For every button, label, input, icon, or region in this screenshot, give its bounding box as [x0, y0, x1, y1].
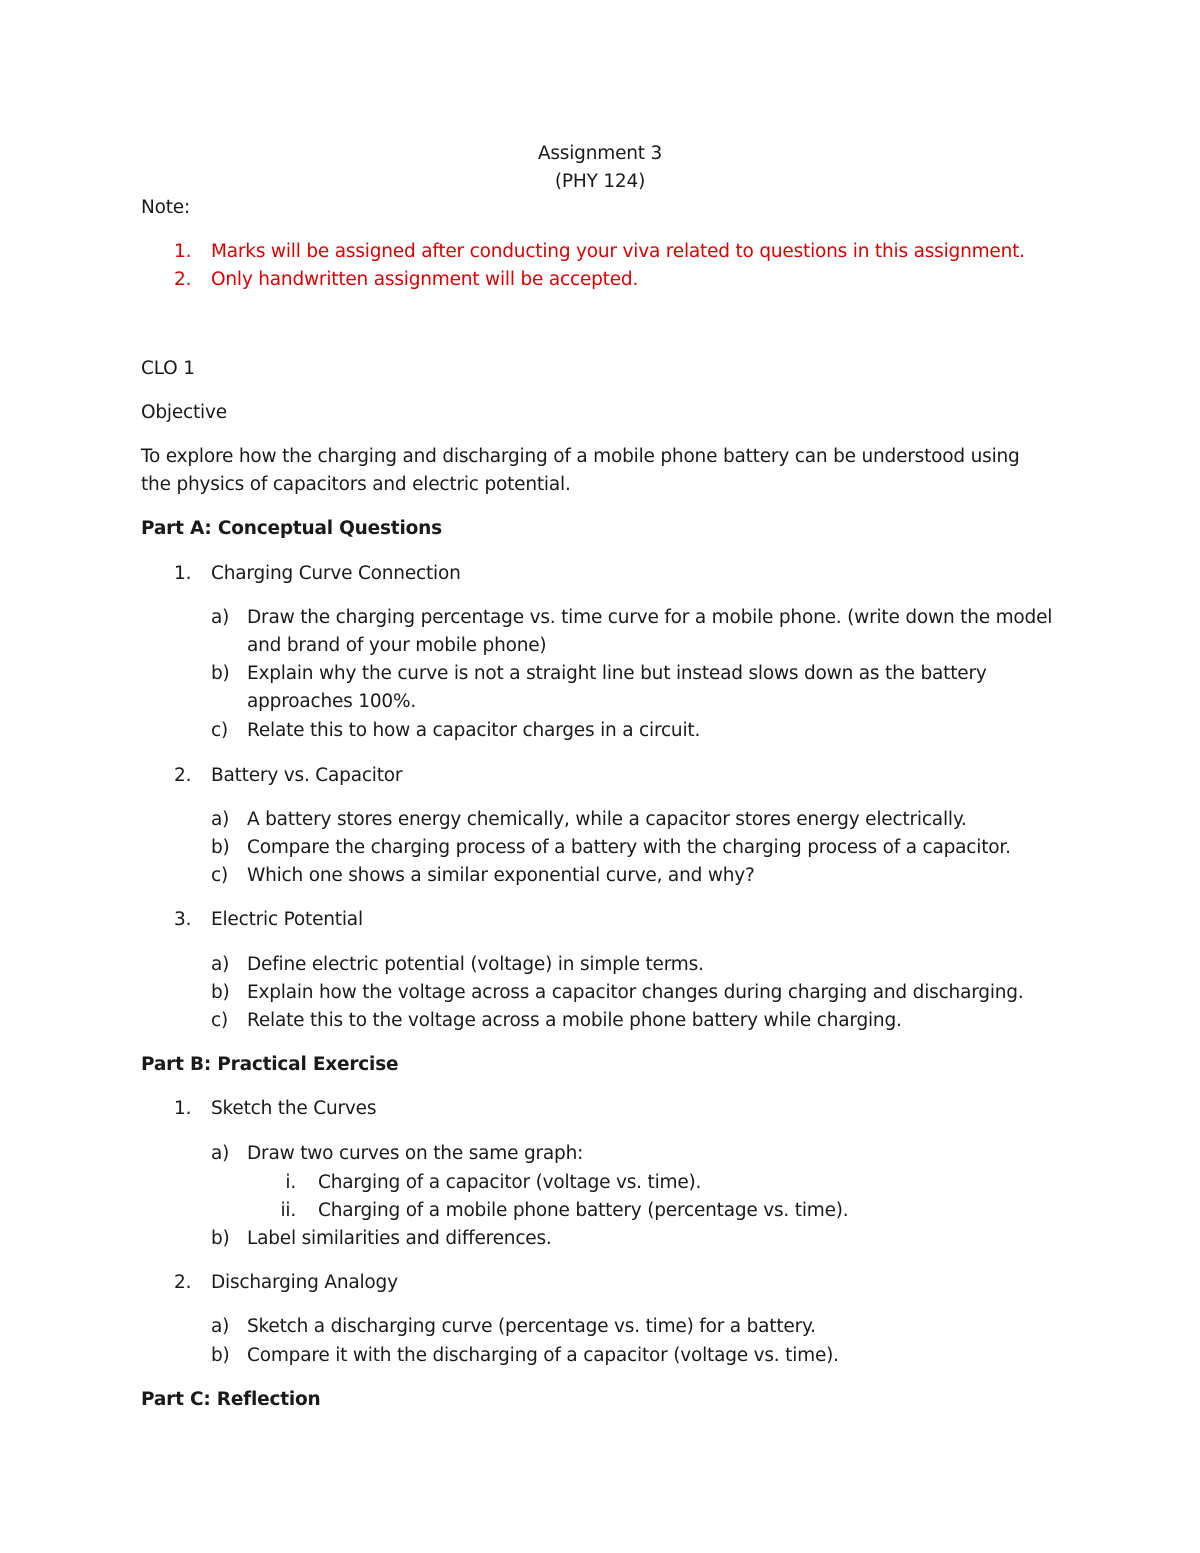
- sub-item-text: Explain why the curve is not a straight line but instead slows down as the battery: [247, 663, 987, 684]
- sub-item-marker: b): [211, 1228, 230, 1249]
- question-number: 1.: [174, 1098, 192, 1119]
- sub-item-marker: c): [211, 720, 228, 741]
- sub-item-text: Draw the charging percentage vs. time curve for a mobile phone. (write down the model: [247, 607, 1053, 628]
- sub-item-text: Explain how the voltage across a capacitor changes during charging and discharging.: [247, 982, 1024, 1003]
- sub-item-text: approaches 100%.: [247, 691, 417, 712]
- sub-item-marker: b): [211, 1345, 230, 1366]
- question-title: Electric Potential: [211, 909, 363, 930]
- sub-item-marker: b): [211, 837, 230, 858]
- sub-item-marker: a): [211, 809, 230, 830]
- sub-item-text: A battery stores energy chemically, while a capacitor stores energy electrically.: [247, 809, 967, 830]
- roman-item-marker: ii.: [280, 1200, 296, 1221]
- sub-item-text: Relate this to how a capacitor charges in a circuit.: [247, 720, 701, 741]
- sub-item-marker: b): [211, 663, 230, 684]
- objective-text-line: the physics of capacitors and electric potential.: [141, 474, 571, 495]
- sub-item-marker: c): [211, 865, 228, 886]
- sub-item-text: Relate this to the voltage across a mobile phone battery while charging.: [247, 1010, 902, 1031]
- course-code: (PHY 124): [554, 171, 646, 192]
- assignment-title: Assignment 3: [537, 143, 663, 164]
- roman-item-text: Charging of a mobile phone battery (percentage vs. time).: [318, 1200, 849, 1221]
- sub-item-text: Define electric potential (voltage) in simple terms.: [247, 954, 704, 975]
- question-title: Battery vs. Capacitor: [211, 765, 403, 786]
- note-item-number: 1.: [174, 241, 192, 262]
- objective-text-line: To explore how the charging and discharging of a mobile phone battery can be understood using: [141, 446, 1020, 467]
- clo-label: CLO 1: [141, 358, 195, 379]
- sub-item-marker: a): [211, 954, 230, 975]
- question-title: Sketch the Curves: [211, 1098, 377, 1119]
- sub-item-text: and brand of your mobile phone): [247, 635, 547, 656]
- sub-item-text: Which one shows a similar exponential curve, and why?: [247, 865, 755, 886]
- sub-item-marker: b): [211, 982, 230, 1003]
- part-b-heading: Part B: Practical Exercise: [141, 1054, 399, 1075]
- note-item-text: Only handwritten assignment will be accepted.: [211, 269, 639, 290]
- sub-item-marker: a): [211, 607, 230, 628]
- note-item-number: 2.: [174, 269, 192, 290]
- question-title: Discharging Analogy: [211, 1272, 398, 1293]
- roman-item-marker: i.: [285, 1172, 296, 1193]
- part-a-heading: Part A: Conceptual Questions: [141, 518, 442, 539]
- note-label: Note:: [141, 197, 191, 218]
- objective-heading: Objective: [141, 402, 227, 423]
- sub-item-marker: c): [211, 1010, 228, 1031]
- question-number: 2.: [174, 765, 192, 786]
- sub-item-text: Compare it with the discharging of a capacitor (voltage vs. time).: [247, 1345, 839, 1366]
- question-number: 2.: [174, 1272, 192, 1293]
- question-number: 3.: [174, 909, 192, 930]
- sub-item-marker: a): [211, 1143, 230, 1164]
- sub-item-marker: a): [211, 1316, 230, 1337]
- note-item-text: Marks will be assigned after conducting your viva related to questions in this assignment.: [211, 241, 1025, 262]
- part-c-heading: Part C: Reflection: [141, 1389, 321, 1410]
- sub-item-text: Label similarities and differences.: [247, 1228, 552, 1249]
- sub-item-text: Sketch a discharging curve (percentage vs. time) for a battery.: [247, 1316, 816, 1337]
- sub-item-text: Draw two curves on the same graph:: [247, 1143, 584, 1164]
- sub-item-text: Compare the charging process of a battery with the charging process of a capacitor.: [247, 837, 1011, 858]
- question-number: 1.: [174, 563, 192, 584]
- roman-item-text: Charging of a capacitor (voltage vs. time).: [318, 1172, 702, 1193]
- question-title: Charging Curve Connection: [211, 563, 461, 584]
